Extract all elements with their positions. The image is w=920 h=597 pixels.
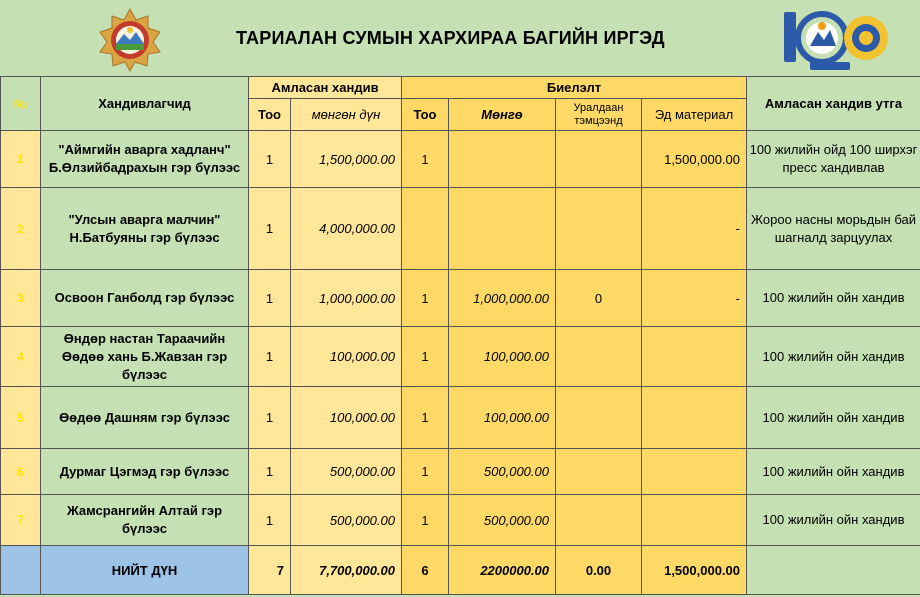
pledged-count: 1 <box>249 131 291 188</box>
total-label: НИЙТ ДҮН <box>41 546 249 595</box>
row-number: 2 <box>1 188 41 270</box>
table-row <box>1 387 920 449</box>
fulfilled-money: 500,000.00 <box>449 449 556 495</box>
fulfilled-contest <box>556 387 642 449</box>
pledge-purpose: 100 жилийн ойн хандив <box>747 270 920 327</box>
donor-name: Өөдөө Дашням гэр бүлээс <box>41 387 249 449</box>
pledged-money: 1,500,000.00 <box>291 131 402 188</box>
row-number: 5 <box>1 387 41 449</box>
pledge-purpose: Жороо насны морьдын бай шагналд зарцуулах <box>747 188 920 270</box>
donor-name: Жамсрангийн Алтай гэр бүлээс <box>41 495 249 546</box>
pledged-count: 1 <box>249 270 291 327</box>
header-pledged-money: мөнгөн дүн <box>291 99 402 131</box>
row-number: 4 <box>1 327 41 387</box>
pledge-purpose: 100 жилийн ойн хандив <box>747 495 920 546</box>
header-purpose: Амласан хандив утга <box>747 77 920 131</box>
fulfilled-money: 500,000.00 <box>449 495 556 546</box>
fulfilled-material <box>642 449 747 495</box>
header-pledged: Амласан хандив <box>249 77 402 99</box>
fulfilled-count: 1 <box>402 387 449 449</box>
total-fulfilled-money: 2200000.00 <box>449 546 556 595</box>
table-row <box>1 449 920 495</box>
donor-name: "Улсын аварга малчин" Н.Батбуяны гэр бүлээс <box>41 188 249 270</box>
pledged-money: 4,000,000.00 <box>291 188 402 270</box>
header-fulfilled-contest: Уралдаан тэмцээнд <box>556 99 642 131</box>
fulfilled-material <box>642 495 747 546</box>
fulfilled-money: 1,000,000.00 <box>449 270 556 327</box>
total-fulfilled-material: 1,500,000.00 <box>642 546 747 595</box>
fulfilled-money <box>449 131 556 188</box>
table-row <box>1 270 920 327</box>
total-pledged-money: 7,700,000.00 <box>291 546 402 595</box>
pledged-money: 1,000,000.00 <box>291 270 402 327</box>
donor-name: Освоон Ганболд гэр бүлээс <box>41 270 249 327</box>
row-number: 6 <box>1 449 41 495</box>
fulfilled-money: 100,000.00 <box>449 327 556 387</box>
total-pledged-count: 7 <box>249 546 291 595</box>
fulfilled-material: 1,500,000.00 <box>642 131 747 188</box>
fulfilled-count <box>402 188 449 270</box>
header-fulfilled-material: Эд материал <box>642 99 747 131</box>
fulfilled-material <box>642 327 747 387</box>
fulfilled-material <box>642 387 747 449</box>
header-fulfilled-money: Мөнгө <box>449 99 556 131</box>
total-purpose-cell <box>747 546 920 595</box>
pledged-count: 1 <box>249 449 291 495</box>
table-row <box>1 131 920 188</box>
pledged-money: 100,000.00 <box>291 327 402 387</box>
fulfilled-count: 1 <box>402 270 449 327</box>
donor-name: "Аймгийн аварга хадланч" Б.Өлзийбадрахын гэр бүлээс <box>41 131 249 188</box>
donor-name: Дурмаг Цэгмэд гэр бүлээс <box>41 449 249 495</box>
row-number: 1 <box>1 131 41 188</box>
table-row <box>1 188 920 270</box>
total-fulfilled-count: 6 <box>402 546 449 595</box>
pledged-count: 1 <box>249 327 291 387</box>
fulfilled-contest <box>556 449 642 495</box>
pledged-money: 500,000.00 <box>291 449 402 495</box>
donor-name: Өндөр настан Тараачийн Өөдөө хань Б.Жавзан гэр бүлээс <box>41 327 249 387</box>
fulfilled-contest <box>556 327 642 387</box>
fulfilled-contest: 0 <box>556 270 642 327</box>
total-row <box>1 546 920 595</box>
fulfilled-material: - <box>642 188 747 270</box>
pledged-count: 1 <box>249 188 291 270</box>
header-donor: Хандивлагчид <box>41 77 249 131</box>
table-row <box>1 327 920 387</box>
fulfilled-material: - <box>642 270 747 327</box>
fulfilled-contest <box>556 188 642 270</box>
header-fulfilled: Биелэлт <box>402 77 747 99</box>
sheet-header <box>0 0 920 76</box>
pledged-money: 500,000.00 <box>291 495 402 546</box>
fulfilled-contest <box>556 495 642 546</box>
fulfilled-contest <box>556 131 642 188</box>
centennial-100-logo-icon <box>778 6 890 72</box>
pledged-count: 1 <box>249 387 291 449</box>
pledge-purpose: 100 жилийн ойд 100 ширхэг пресс хандивлав <box>747 131 920 188</box>
page-title: ТАРИАЛАН СУМЫН ХАРХИРАА БАГИЙН ИРГЭД <box>236 28 665 48</box>
row-number: 3 <box>1 270 41 327</box>
fulfilled-money: 100,000.00 <box>449 387 556 449</box>
pledged-count: 1 <box>249 495 291 546</box>
total-fulfilled-contest: 0.00 <box>556 546 642 595</box>
donation-table <box>0 76 920 595</box>
soum-emblem-icon <box>98 8 162 72</box>
table-row <box>1 495 920 546</box>
row-number: 7 <box>1 495 41 546</box>
fulfilled-count: 1 <box>402 495 449 546</box>
pledge-purpose: 100 жилийн ойн хандив <box>747 449 920 495</box>
fulfilled-count: 1 <box>402 131 449 188</box>
fulfilled-money <box>449 188 556 270</box>
fulfilled-count: 1 <box>402 327 449 387</box>
pledge-purpose: 100 жилийн ойн хандив <box>747 387 920 449</box>
header-no: № <box>1 77 41 131</box>
header-fulfilled-count: Тоо <box>402 99 449 131</box>
total-index-cell <box>1 546 41 595</box>
pledge-purpose: 100 жилийн ойн хандив <box>747 327 920 387</box>
pledged-money: 100,000.00 <box>291 387 402 449</box>
fulfilled-count: 1 <box>402 449 449 495</box>
header-pledged-count: Тоо <box>249 99 291 131</box>
